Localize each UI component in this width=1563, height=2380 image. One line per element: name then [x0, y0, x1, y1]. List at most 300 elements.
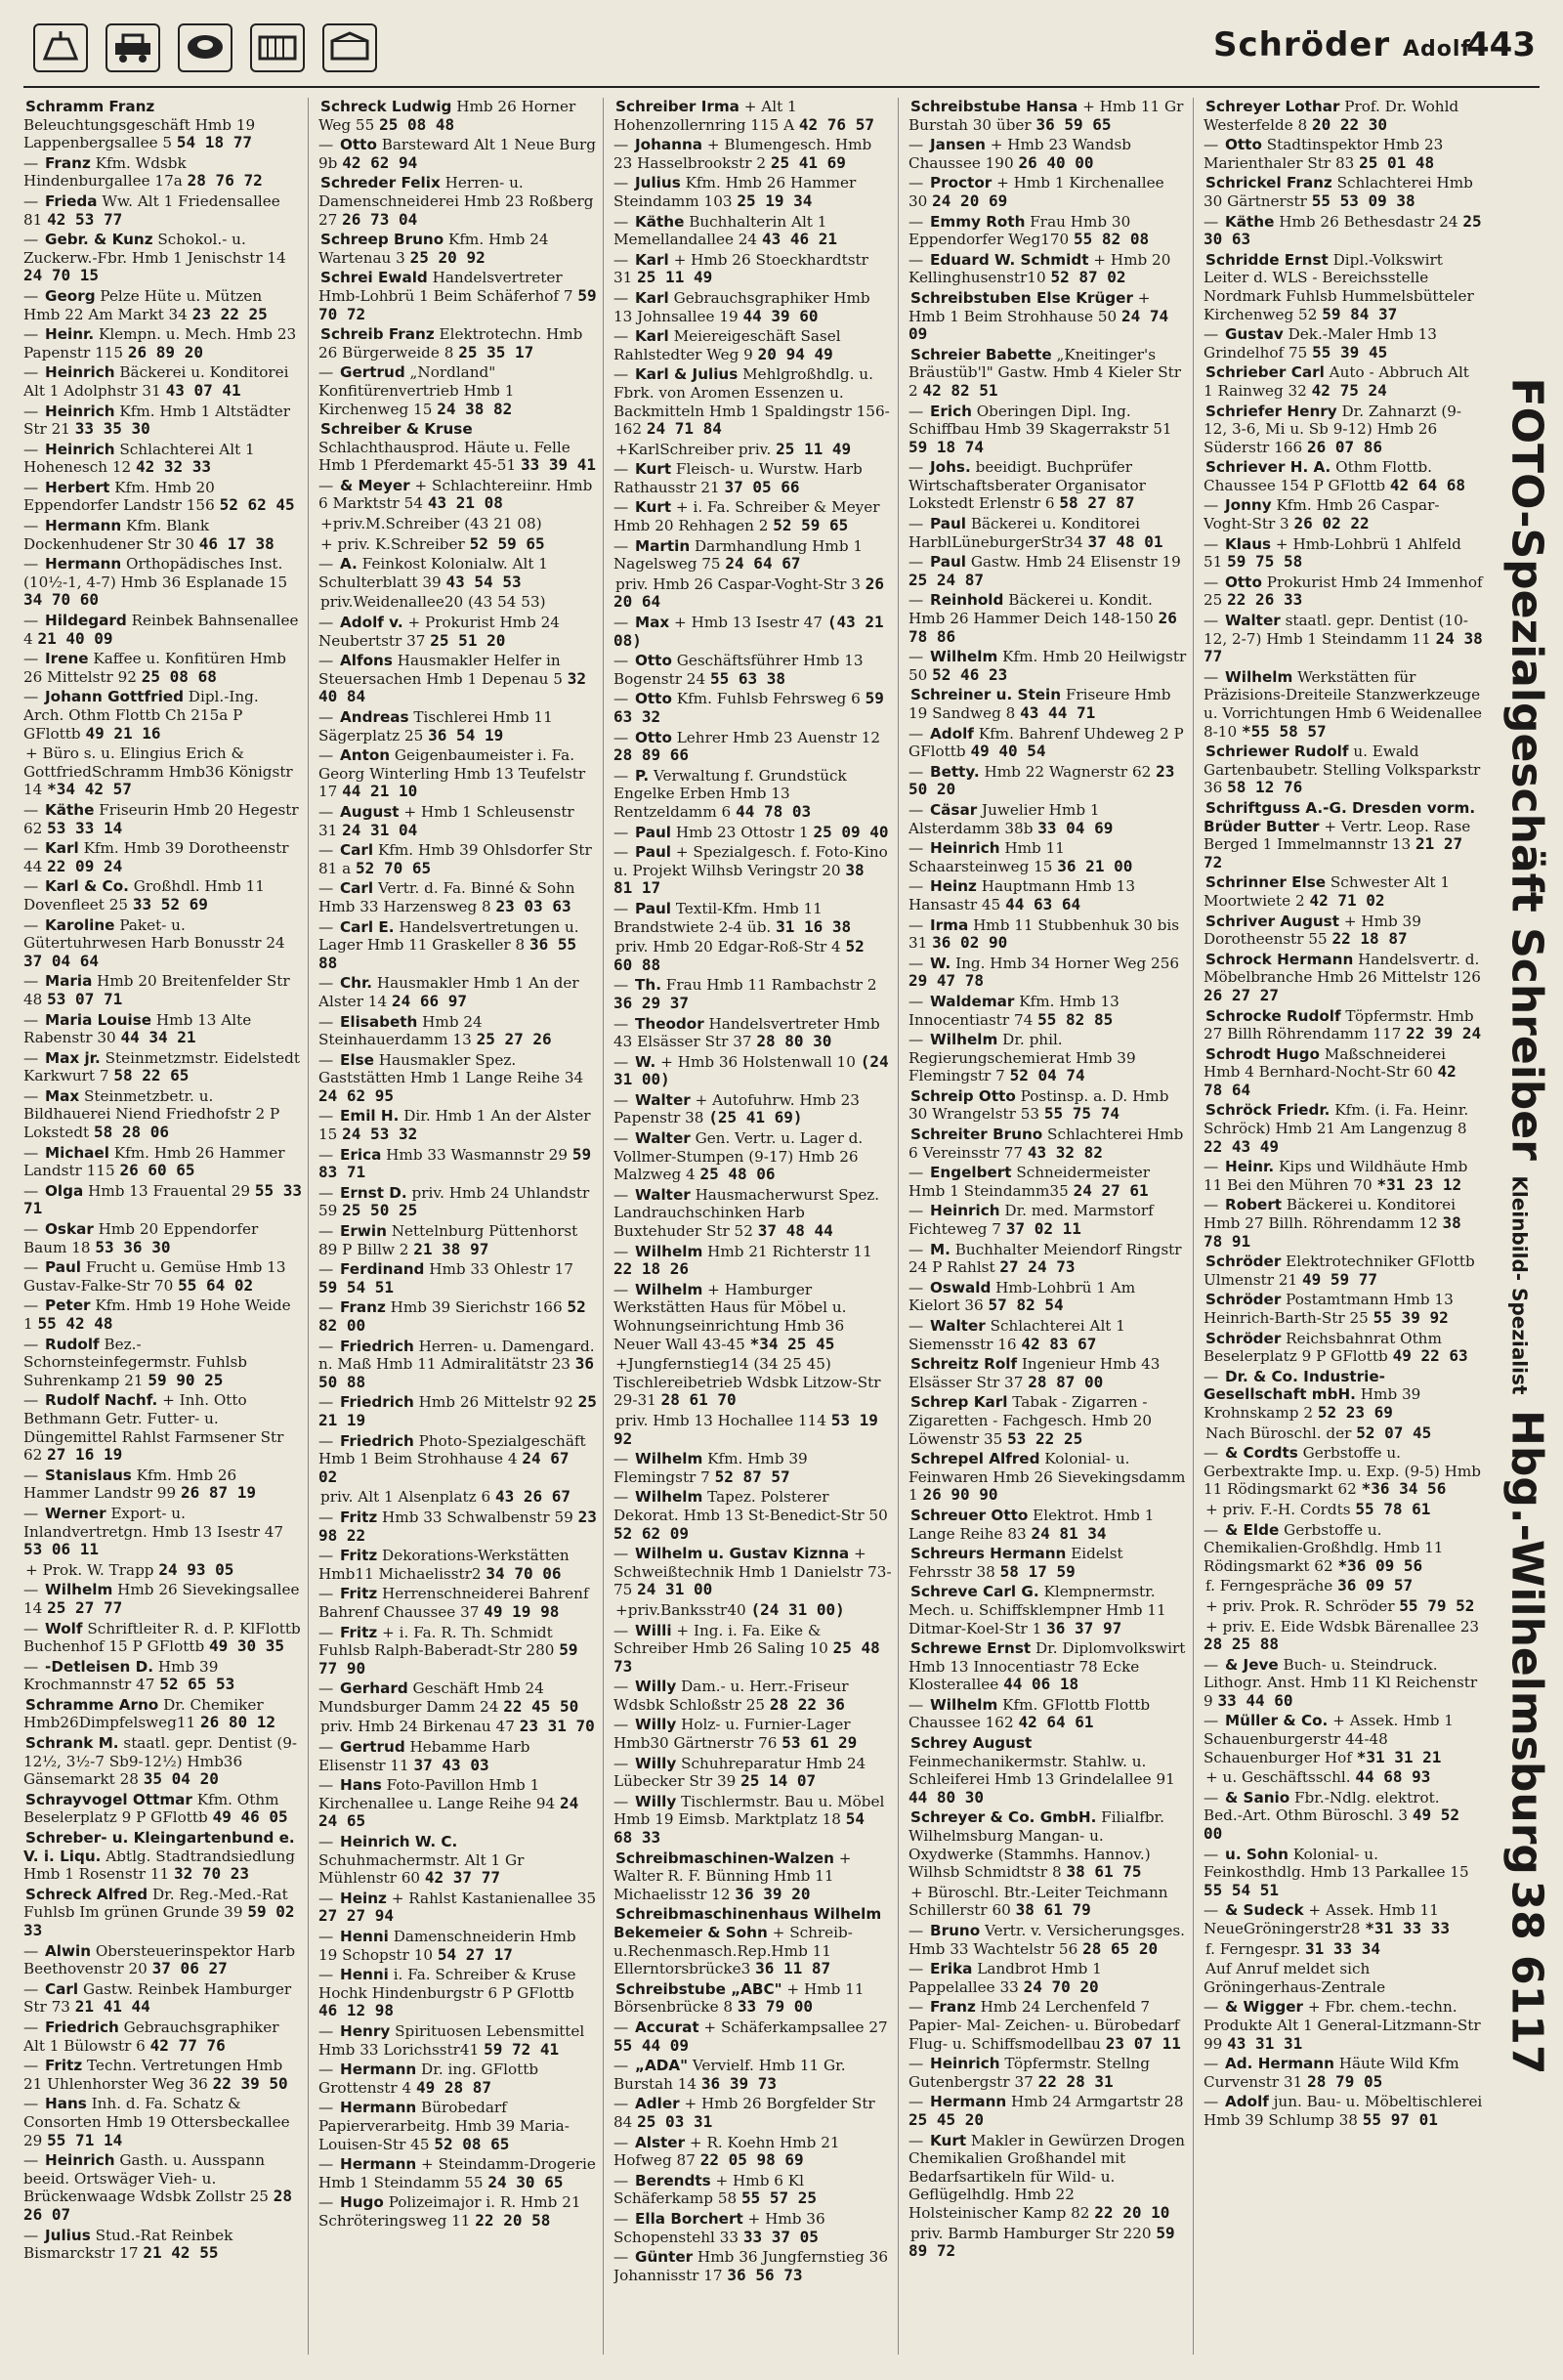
- entry-text: Handelsvertreter Hmb 43 Elsässer Str 37: [613, 1014, 880, 1051]
- entry-text: Herren- u. Damenschneiderei Hmb 23 Roßberg 27: [318, 174, 594, 229]
- directory-entry: [1204, 535, 1483, 572]
- entry-name: Schreibmaschinenhaus Wilhelm Bekemeier & Sohn: [613, 1905, 882, 1941]
- entry-name: Emmy Roth: [930, 212, 1026, 231]
- directory-entry: [908, 213, 1187, 249]
- entry-phone: *55 58 57: [1241, 721, 1327, 741]
- entry-text: Elektrotechniker GFlottb Ulmenstr 21: [1204, 1253, 1475, 1289]
- directory-entry: [23, 363, 302, 400]
- entry-text: + Hmb 26 Borgfelder Str 84: [613, 2095, 875, 2131]
- bowl-icon: [178, 23, 232, 72]
- directory-entry: [318, 1393, 597, 1429]
- directory-entry: [318, 974, 597, 1010]
- entry-phone: *34 25 45: [749, 1334, 835, 1353]
- entry-name: Heinr.: [1225, 1158, 1275, 1176]
- entry-phone: 25 24 87: [908, 570, 985, 589]
- directory-entry: [908, 993, 1187, 1029]
- entry-text: priv. Barmb Hamburger Str 220: [910, 2224, 1152, 2242]
- entry-phone: 55 42 48: [37, 1314, 113, 1333]
- directory-entry: [1204, 1253, 1483, 1289]
- entry-text: Hmb 11 Schaarsteinweg 15: [908, 839, 1065, 875]
- directory-entry: [908, 98, 1187, 134]
- entry-phone: 28 89 66: [613, 745, 690, 765]
- entry-name: & Wigger: [1225, 1998, 1304, 2017]
- directory-entry: [318, 2099, 597, 2153]
- entry-phone: 25 09 40: [813, 822, 889, 841]
- entry-text: u. Ewald Gartenbaubetr. Stelling Volksparkstr 36: [1204, 743, 1481, 797]
- entry-dash: —: [613, 1129, 629, 1148]
- directory-entry: [23, 1336, 302, 1390]
- entry-name: Wilhelm: [1225, 667, 1293, 686]
- entry-name: Carl: [340, 841, 374, 860]
- entry-name: Walter: [635, 1185, 691, 1204]
- entry-phone: 26 40 00: [1018, 152, 1094, 172]
- entry-text: Schlachterei Hmb 6 Vereinsstr 77: [908, 1126, 1184, 1162]
- entry-dash: —: [1204, 212, 1219, 231]
- ad-phone: 38 6117: [1501, 1880, 1552, 2075]
- entry-name: Adolf v.: [340, 614, 403, 632]
- entry-name: Erica: [340, 1145, 382, 1164]
- entry-dash: —: [908, 1317, 924, 1335]
- entry-phone: 25 41 69: [770, 152, 846, 172]
- entry-name: Schreibstube Hansa: [910, 98, 1078, 115]
- entry-name: Schreck Alfred: [25, 1885, 148, 1903]
- entry-text: Fbr.-Ndlg. elektrot. Bed.-Art. Othm Büroschl. 3: [1204, 1788, 1440, 1825]
- directory-entry: [1204, 913, 1483, 949]
- directory-entry: [1204, 1196, 1483, 1251]
- entry-text: Elektrotechn. Hmb 26 Bürgerweide 8: [318, 325, 583, 361]
- entry-text: Vervielf. Hmb 11 Gr. Burstah 14: [613, 2057, 846, 2093]
- entry-text: Meiereigeschäft Sasel Rahlstedter Weg 9: [613, 327, 841, 363]
- entry-phone: 34 70 06: [486, 1563, 562, 1583]
- entry-phone: 53 19 92: [613, 1410, 878, 1448]
- entry-text: Herrenschneiderei Bahrenf Bahrenf Chaussee 37: [318, 1585, 589, 1621]
- directory-entry: [1204, 325, 1483, 361]
- directory-entry: [23, 1505, 302, 1559]
- entry-name: Oskar: [45, 1220, 94, 1239]
- entry-name: Adler: [635, 2095, 680, 2113]
- directory-entry: [613, 1622, 892, 1677]
- entry-phone: 23 22 25: [191, 304, 268, 323]
- entry-name: Karoline: [45, 915, 115, 934]
- entry-name: Heinrich: [45, 363, 115, 382]
- entry-dash: —: [613, 1678, 629, 1696]
- entry-phone: *36 09 56: [1337, 1555, 1423, 1575]
- entry-phone: 25 20 92: [409, 247, 486, 267]
- entry-text: Kfm. Hmb 24 Wartenau 3: [318, 231, 549, 267]
- entry-text: Auf Anruf meldet sich Gröningerhaus-Zentrale: [1204, 1960, 1386, 1996]
- entry-name: Schriever H. A.: [1205, 458, 1331, 477]
- entry-phone: 58 27 87: [1059, 493, 1135, 513]
- directory-entry: [318, 614, 597, 650]
- directory-column-2: [318, 98, 604, 2355]
- entry-name: Wilhelm: [635, 1242, 703, 1260]
- directory-entry: [23, 325, 302, 361]
- entry-name: Hermann: [340, 2099, 417, 2117]
- entry-phone: 44 06 18: [1003, 1675, 1079, 1694]
- directory-entry: [23, 877, 302, 914]
- entry-name: Schrank M.: [25, 1734, 119, 1753]
- entry-text: Kfm. (i. Fa. Heinr. Schröck) Hmb 21 Am Langenzug 8: [1204, 1101, 1469, 1138]
- entry-dash: —: [1204, 1901, 1219, 1920]
- entry-text: Obersteuerinspektor Harb Beethovenstr 20: [23, 1941, 296, 1978]
- entry-name: Johann Gottfried: [45, 688, 184, 706]
- entry-name: Gertrud: [340, 1738, 405, 1757]
- entry-phone: 52 46 23: [932, 664, 1008, 684]
- entry-phone: 55 71 14: [47, 2130, 123, 2149]
- entry-phone: 52 70 65: [356, 858, 432, 877]
- entry-name: Michael: [45, 1143, 109, 1162]
- entry-text: Hmb 39 Sierichstr 166: [390, 1298, 563, 1317]
- directory-entry: [318, 1432, 597, 1487]
- entry-name: Schriver August: [1205, 912, 1339, 930]
- directory-entry: [613, 1793, 892, 1848]
- entry-name: Accurat: [635, 2018, 699, 2036]
- entry-name: Julius: [45, 2226, 91, 2244]
- entry-phone: 25 51 20: [430, 630, 506, 650]
- entry-name: Otto: [1225, 136, 1262, 154]
- directory-entry: [318, 1338, 597, 1392]
- entry-text: + Hmb 1 Schleusenstr 31: [318, 802, 574, 839]
- entry-text: Kfm. Hmb 20 Heilwigstr 50: [908, 648, 1187, 684]
- entry-dash: —: [1204, 136, 1219, 154]
- entry-text: Bäckerei u. Konditorei Alt 1 Adolphstr 31: [23, 363, 289, 400]
- entry-name: Fritz: [340, 1623, 378, 1641]
- entry-text: Schneidermeister Hmb 1 Steindamm35: [908, 1164, 1151, 1200]
- entry-dash: —: [318, 2099, 334, 2117]
- entry-phone: 36 37 97: [1046, 1618, 1122, 1637]
- directory-entry: [23, 1049, 302, 1085]
- entry-phone: *36 34 56: [1361, 1479, 1447, 1499]
- directory-entry: [318, 1585, 597, 1621]
- entry-name: Alwin: [45, 1941, 92, 1960]
- entry-text: Hmb 33 Wasmannstr 29: [386, 1145, 568, 1164]
- entry-phone: 49 52 00: [1204, 1806, 1459, 1844]
- directory-entry: [908, 1922, 1187, 1958]
- entry-dash: —: [908, 515, 924, 533]
- directory-entry: [908, 136, 1187, 172]
- entry-dash: —: [613, 1716, 629, 1734]
- entry-phone: 36 39 73: [700, 2073, 777, 2093]
- entry-name: Schröck Friedr.: [1205, 1101, 1331, 1120]
- entry-phone: 26 78 86: [908, 609, 1177, 646]
- entry-phone: 21 42 55: [143, 2243, 219, 2263]
- entry-phone: 58 17 59: [999, 1561, 1076, 1581]
- entry-text: Kips und Wildhäute Hmb 11 Bei den Mühren 70: [1204, 1158, 1468, 1194]
- entry-text: Vertr. v. Versicherungsges. Hmb 33 Wachtelstr 56: [908, 1922, 1185, 1958]
- entry-text: + priv. Prok. R. Schröder: [1205, 1596, 1395, 1615]
- entry-dash: —: [318, 1107, 334, 1126]
- entry-name: Schrock Hermann: [1205, 950, 1354, 968]
- directory-entry: [318, 136, 597, 172]
- entry-text: Foto-Pavillon Hmb 1 Kirchenallee u. Lange Reihe 94: [318, 1776, 556, 1812]
- entry-text: Kolonial- u. Feinkosthdlg. Hmb 13 Parkallee 15: [1204, 1845, 1469, 1882]
- entry-dash: —: [23, 1143, 39, 1162]
- directory-entry: [318, 2155, 597, 2191]
- entry-text: Kfm. Wdsbk Hindenburgallee 17a: [23, 153, 187, 191]
- entry-phone: 55 57 25: [740, 2189, 818, 2208]
- entry-phone: 55 39 92: [1373, 1308, 1449, 1327]
- entry-name: Anton: [340, 746, 391, 765]
- directory-entry: [908, 1507, 1187, 1543]
- side-advertisement: [1495, 98, 1559, 2355]
- entry-text: Stadtinspektor Hmb 23 Marienthaler Str 83: [1204, 136, 1444, 172]
- entry-phone: 59 72 41: [484, 2039, 560, 2059]
- entry-text: staatl. gepr. Dentist (10-12, 2-7) Hmb 1 Steindamm 11: [1204, 612, 1468, 648]
- entry-dash: —: [23, 231, 39, 249]
- entry-text: „Kneitinger's Bräustüb'l" Gastw. Hmb 4 Kieler Str 2: [908, 345, 1182, 400]
- entry-dash: —: [23, 153, 39, 172]
- entry-phone: 36 50 88: [318, 1354, 595, 1391]
- entry-text: + Hmb 11 Börsenbrücke 8: [613, 1979, 865, 2017]
- directory-entry: [908, 1545, 1187, 1581]
- entry-text: Kfm. Hmb 19 Hohe Weide 1: [23, 1296, 291, 1333]
- entry-phone: 37 48 01: [1087, 531, 1163, 551]
- entry-phone: 55 97 01: [1362, 2109, 1438, 2129]
- entry-name: Walter: [1225, 612, 1281, 630]
- entry-name: Robert: [1225, 1196, 1283, 1214]
- directory-entry: [23, 1829, 302, 1884]
- entry-dash: —: [318, 1738, 334, 1757]
- entry-dash: —: [318, 708, 334, 726]
- entry-dash: —: [318, 879, 334, 898]
- entry-dash: —: [613, 976, 629, 995]
- directory-entry: [613, 2248, 892, 2284]
- entry-text: Ingenieur Hmb 43 Elsässer Str 37: [908, 1355, 1161, 1391]
- entry-name: Schreibstube „ABC": [615, 1979, 782, 1998]
- entry-text: + Hmb 6 Kl Schäferkamp 58: [613, 2171, 804, 2208]
- entry-phone: 38 78 91: [1204, 1213, 1461, 1251]
- entry-text: Gastw. Hmb 24 Elisenstr 19: [970, 553, 1181, 572]
- entry-phone: 52 87 02: [1050, 268, 1126, 287]
- entry-text: Hausmakler Helfer in Steuersachen Hmb 1 Depenau 5: [318, 652, 563, 688]
- entry-name: Wilhelm: [930, 648, 998, 666]
- entry-dash: —: [23, 363, 39, 382]
- directory-entry: [908, 2132, 1187, 2223]
- entry-phone: 59 77 90: [318, 1640, 578, 1678]
- entry-name: Wilhelm: [635, 1488, 703, 1507]
- entry-name: Max jr.: [45, 1048, 101, 1067]
- entry-name: Käthe: [1225, 212, 1275, 231]
- entry-text: Großhdl. Hmb 11 Dovenfleet 25: [23, 877, 265, 914]
- entry-name: Jonny: [1225, 496, 1272, 515]
- entry-text: Techn. Vertretungen Hmb 21 Uhlenhorster Weg 36: [23, 2057, 283, 2093]
- directory-entry: [23, 1581, 302, 1617]
- directory-entry: [1204, 1846, 1483, 1900]
- entry-phone: 26 02 22: [1293, 514, 1370, 533]
- entry-phone: 59 54 51: [318, 1277, 395, 1296]
- entry-dash: —: [1204, 1788, 1219, 1806]
- entry-text: Hmb 36 Jungfernstieg 36 Johannisstr 17: [613, 2248, 888, 2284]
- entry-text: Handelsvertreter Hmb-Lohbrü 1 Beim Schäferhof 7: [318, 269, 573, 305]
- entry-phone: 43 31 31: [1227, 2033, 1303, 2053]
- entry-dash: —: [1204, 1712, 1219, 1730]
- entry-text: + Hmb 39 Dorotheenstr 55: [1204, 912, 1421, 949]
- entry-phone: 52 08 65: [434, 2134, 510, 2153]
- entry-text: + i. Fa. R. Th. Schmidt Fuhlsb Ralph-Baberadt-Str 280: [318, 1623, 555, 1660]
- directory-entry: [23, 650, 302, 686]
- entry-text: + Ing. i. Fa. Eike & Schreiber Hmb 26 Saling 10: [613, 1621, 828, 1658]
- entry-text: i. Fa. Schreiber & Kruse Hochk Hindenburgstr 6 P GFlottb: [318, 1966, 576, 2002]
- directory-entry: [908, 877, 1187, 914]
- entry-name: Käthe: [635, 212, 685, 231]
- entry-text: Hmb 23 Ottostr 1: [675, 823, 809, 841]
- entry-name: Frieda: [45, 191, 98, 210]
- entry-name: Carl: [45, 1979, 79, 1998]
- entry-name: Friedrich: [340, 1431, 414, 1450]
- entry-dash: —: [318, 1145, 334, 1164]
- entry-dash: —: [908, 1960, 924, 1978]
- directory-entry: [23, 479, 302, 515]
- entry-text: Kfm. Hmb 39 Dorotheenstr 44: [23, 839, 289, 875]
- entry-text: Kfm. Othm Beselerplatz 9 P GFlottb: [23, 1790, 279, 1827]
- entry-text: priv. Hmb 20 Edgar-Roß-Str 4: [615, 938, 841, 956]
- entry-name: Olga: [45, 1181, 84, 1200]
- entry-phone: 59 84 37: [1322, 304, 1398, 323]
- entry-text: Photo-Spezialgeschäft Hmb 1 Beim Strohhause 4: [318, 1431, 586, 1468]
- directory-entry: [23, 916, 302, 971]
- entry-name: Max: [45, 1086, 80, 1105]
- entry-phone: 26 87 19: [180, 1483, 257, 1503]
- directory-entry: [23, 1942, 302, 1978]
- entry-text: staatl. gepr. Dentist (9-12½, 3½-7 Sb9-12½) Hmb36 Gänsemarkt 28: [23, 1734, 298, 1789]
- entry-text: priv. Hmb 24 Uhlandstr 59: [318, 1183, 590, 1220]
- entry-dash: —: [613, 498, 629, 517]
- entry-dash: —: [23, 1258, 39, 1277]
- entry-name: Theodor: [635, 1014, 704, 1033]
- entry-name: Oswald: [930, 1278, 992, 1296]
- entry-phone: 42 76 57: [798, 114, 874, 134]
- entry-dash: —: [23, 877, 39, 896]
- dustpan-icon: [33, 23, 88, 72]
- directory-entry: [318, 1298, 597, 1335]
- directory-entry: [1204, 174, 1483, 210]
- directory-entry: [908, 1202, 1187, 1238]
- entry-dash: —: [613, 2095, 629, 2113]
- entry-text: Inh. d. Fa. Schatz & Consorten Hmb 19 Ottersbeckallee 29: [23, 2095, 290, 2149]
- entry-text: Dr. Reg.-Med.-Rat Fuhlsb Im grünen Grunde 39: [23, 1885, 288, 1922]
- entry-phone: 57 82 54: [988, 1296, 1064, 1315]
- entry-text: Hmb 22 Wagnerstr 62: [984, 762, 1152, 781]
- directory-entry: [1204, 1424, 1483, 1443]
- entry-phone: 42 77 76: [149, 2035, 226, 2055]
- directory-entry: [318, 420, 597, 475]
- entry-name: Kurt: [635, 460, 672, 479]
- entry-name: Schreurs Hermann: [910, 1545, 1067, 1563]
- entry-text: + Rahlst Kastanienallee 35: [391, 1889, 597, 1907]
- entry-text: Kfm. Hmb 26 Hammer Steindamm 103: [613, 174, 857, 210]
- directory-entry: [908, 1355, 1187, 1391]
- entry-text: Postamtmann Hmb 13 Heinrich-Barth-Str 25: [1204, 1291, 1454, 1327]
- directory-entry: [613, 767, 892, 822]
- entry-phone: 28 26 07: [23, 2187, 293, 2224]
- entry-dash: —: [318, 1260, 334, 1279]
- entry-phone: 31 16 38: [776, 916, 852, 936]
- entry-dash: —: [908, 1202, 924, 1220]
- directory-entry: [613, 1755, 892, 1791]
- entry-name: Heinrich: [930, 1202, 1000, 1220]
- directory-entry: [318, 1184, 597, 1220]
- entry-phone: 55 82 85: [1037, 1009, 1114, 1029]
- entry-dash: —: [1204, 2055, 1219, 2073]
- entry-phone: *31 23 12: [1376, 1174, 1462, 1194]
- entry-name: Schreber- u. Kleingartenbund e. V. i. Liqu.: [23, 1829, 295, 1865]
- entry-text: Postinsp. a. D. Hmb 30 Wrangelstr 53: [908, 1086, 1169, 1124]
- entry-text: Tischlermstr. Bau u. Möbel Hmb 19 Eimsb. Marktplatz 18: [613, 1792, 885, 1829]
- entry-text: + Schreib-u.Rechenmasch.Rep.Hmb 11 Ellerntorsbrücke3: [613, 1924, 853, 1978]
- entry-name: Käthe: [45, 800, 95, 819]
- entry-text: Auto - Abbruch Alt 1 Rainweg 32: [1204, 363, 1469, 400]
- directory-entry: [908, 1450, 1187, 1505]
- directory-entry: [318, 174, 597, 229]
- directory-entry: [318, 1488, 597, 1507]
- entry-text: + Alt 1 Hohenzollernring 115 A: [613, 98, 797, 134]
- directory-entry: [23, 1561, 302, 1580]
- entry-text: Verwaltung f. Grundstück Engelke Erben Hmb 13 Rentzeldamm 6: [613, 766, 847, 821]
- entry-phone: 53 36 30: [95, 1237, 171, 1256]
- entry-phone: 33 79 00: [737, 1997, 813, 2017]
- entry-text: priv. Hmb 13 Hochallee 114: [615, 1411, 826, 1429]
- directory-entry: [908, 174, 1187, 210]
- entry-name: Erika: [930, 1960, 973, 1978]
- entry-text: Makler in Gewürzen Drogen Chemikalien Großhandel mit Bedarfsartikeln für Wild- u. Geflügelhdlg. Hmb 22 Holsteinischer Kamp 82: [908, 2131, 1185, 2222]
- entry-phone: 36 02 90: [932, 933, 1008, 953]
- directory-entry: [908, 1583, 1187, 1637]
- entry-text: Hmb 26 Mittelstr 92: [418, 1393, 573, 1412]
- entry-name: Heinrich W. C.: [340, 1833, 458, 1851]
- entry-dash: —: [23, 1335, 39, 1353]
- entry-text: Prof. Dr. Wohld Westerfelde 8: [1204, 98, 1459, 134]
- entry-dash: —: [1204, 1655, 1219, 1674]
- entry-name: Bruno: [930, 1922, 981, 1939]
- entry-name: Willy: [635, 1716, 677, 1734]
- entry-phone: 33 04 69: [1037, 818, 1114, 837]
- entry-phone: 27 24 73: [999, 1257, 1076, 1277]
- directory-entry: [23, 1258, 302, 1295]
- entry-name: Schröder: [1205, 1329, 1282, 1347]
- directory-entry: [318, 1107, 597, 1143]
- entry-dash: —: [23, 1220, 39, 1239]
- directory-entry: [23, 2151, 302, 2224]
- entry-text: + u. Geschäftsschl.: [1205, 1768, 1351, 1787]
- entry-text: priv.Weidenallee20 (43 54 53): [320, 593, 546, 612]
- directory-entry: [23, 1296, 302, 1333]
- entry-dash: —: [318, 652, 334, 670]
- entry-dash: —: [23, 2151, 39, 2170]
- entry-text: Damenschneiderin Hmb 19 Schopstr 10: [318, 1928, 576, 1964]
- entry-dash: —: [1204, 612, 1219, 630]
- entry-phone: 49 28 87: [416, 2077, 492, 2097]
- entry-phone: 43 07 41: [165, 380, 241, 400]
- entry-name: Proctor: [930, 174, 993, 192]
- entry-phone: 58 12 76: [1227, 778, 1303, 797]
- entry-name: Schrodt Hugo: [1205, 1044, 1320, 1063]
- entry-phone: 25 19 34: [737, 191, 813, 210]
- entry-phone: 25 45 20: [908, 2109, 985, 2129]
- entry-phone: 42 71 02: [1309, 890, 1385, 910]
- directory-entry: [613, 2057, 892, 2093]
- entry-name: „ADA": [635, 2057, 689, 2075]
- directory-entry: [23, 1466, 302, 1503]
- entry-dash: —: [23, 1048, 39, 1067]
- entry-name: Rudolf Nachf.: [45, 1391, 158, 1410]
- entry-phone: 53 06 11: [23, 1540, 100, 1559]
- entry-name: Johanna: [635, 136, 703, 154]
- entry-dash: —: [613, 2209, 629, 2228]
- entry-name: Hermann: [340, 2155, 417, 2174]
- entry-phone: 20 22 30: [1312, 114, 1388, 134]
- entry-dash: —: [23, 1010, 39, 1029]
- entry-name: Karl: [45, 839, 79, 858]
